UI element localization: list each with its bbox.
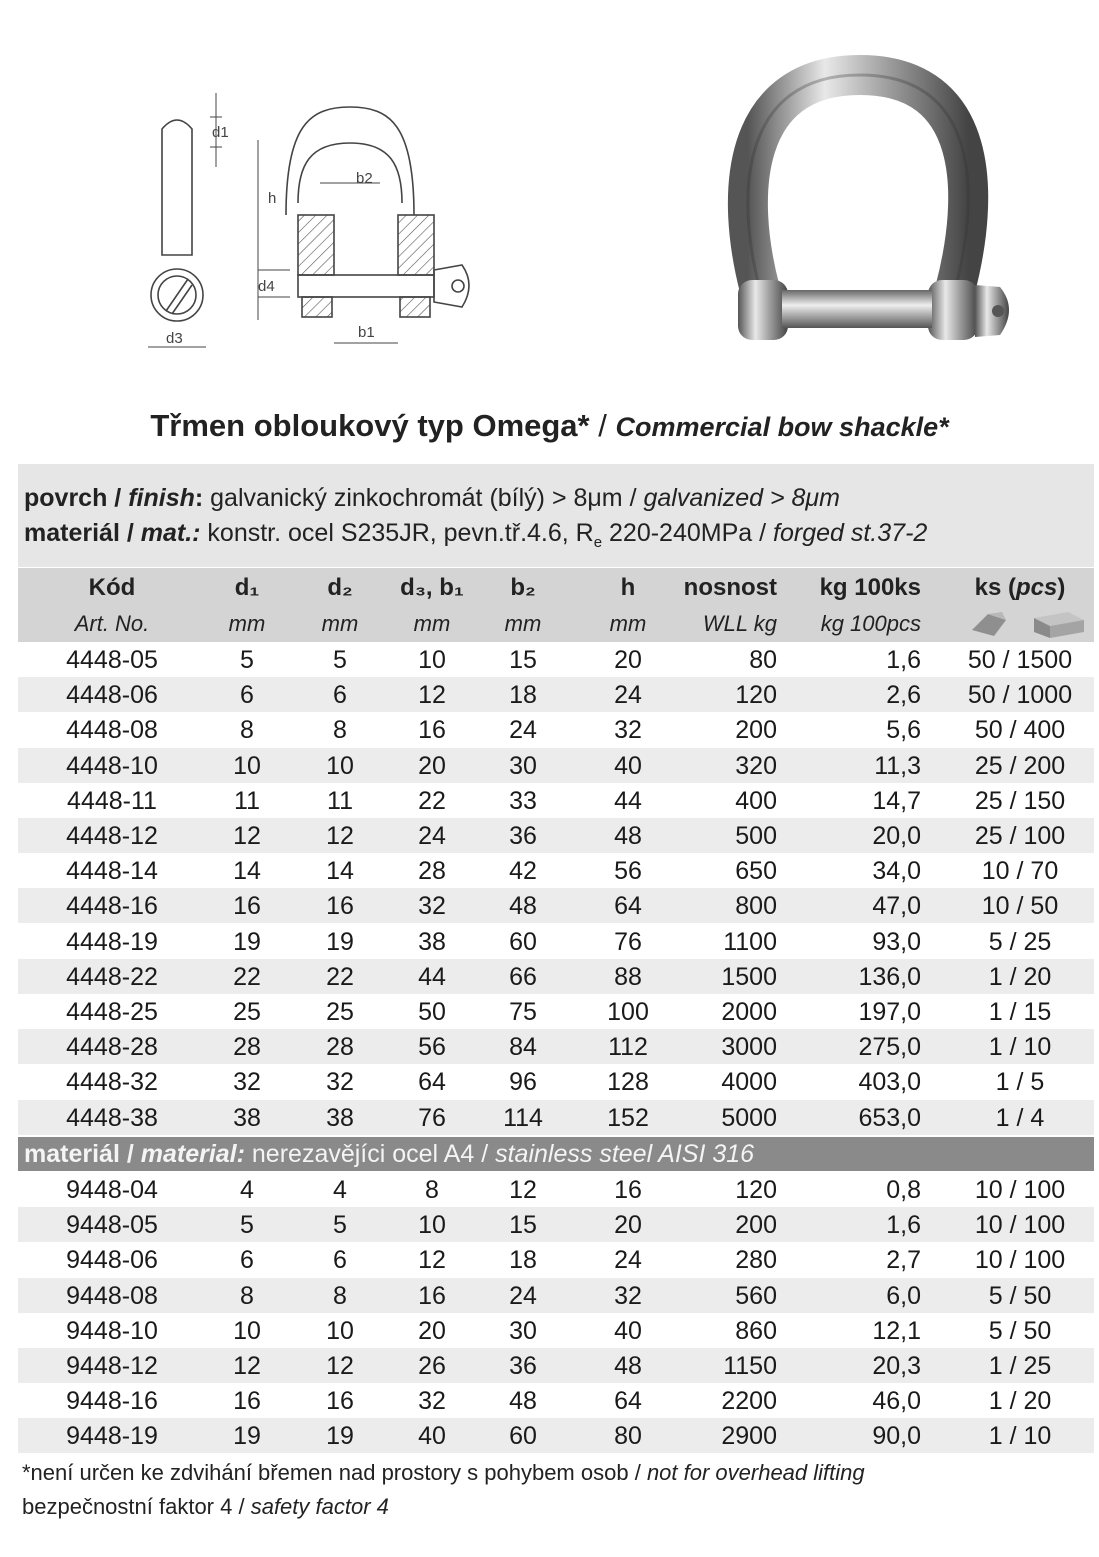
- cell-art-no: 4448-32: [66, 1068, 158, 1097]
- cell-d3-b1: 44: [418, 962, 446, 991]
- header-d3-b1: d₃, b₁: [400, 574, 464, 601]
- cell-d3-b1: 26: [418, 1352, 446, 1380]
- cell-d1: 5: [240, 1211, 254, 1240]
- cell-d3-b1: 50: [418, 998, 446, 1026]
- cell-d1: 4: [240, 1176, 254, 1204]
- footnote-en: not for overhead lifting: [646, 1460, 865, 1485]
- cell-wll: 800: [735, 892, 777, 921]
- cell-wll: 200: [735, 716, 777, 745]
- cell-d3-b1: 40: [418, 1422, 446, 1451]
- cell-h: 40: [614, 1316, 642, 1345]
- cell-pcs: 5 / 50: [988, 1281, 1052, 1310]
- cell-wll: 560: [735, 1281, 777, 1310]
- cell-wll: 5000: [721, 1103, 777, 1132]
- cell-pcs: 10 / 70: [981, 857, 1059, 886]
- cell-d2: 32: [326, 1068, 354, 1097]
- cell-art-no: 4448-06: [66, 681, 158, 710]
- cell-d2: 38: [326, 1103, 354, 1132]
- cell-wll: 860: [735, 1316, 777, 1345]
- cell-h: 32: [614, 716, 642, 745]
- cell-d3-b1: 20: [418, 751, 446, 780]
- cell-d1: 8: [240, 1281, 254, 1310]
- cell-pcs: 10 / 100: [974, 1176, 1066, 1204]
- mat-cz: konstr. ocel S235JR, pevn.tř.4.6, R: [207, 519, 594, 547]
- label-d1: d1: [212, 124, 229, 141]
- cell-d3-b1: 76: [418, 1103, 446, 1132]
- cell-pcs: 50 / 1000: [967, 681, 1073, 710]
- cell-d1: 38: [233, 1103, 261, 1132]
- header-unit-art-no: Art. No.: [74, 611, 150, 636]
- cell-wll: 500: [735, 822, 777, 850]
- cell-wll: 1150: [723, 1352, 777, 1380]
- cell-art-no: 4448-14: [66, 857, 158, 886]
- cell-h: 24: [614, 681, 642, 710]
- cell-weight: 136,0: [858, 962, 921, 991]
- cell-weight: 6,0: [886, 1281, 921, 1310]
- cell-b2: 33: [509, 786, 537, 815]
- cell-art-no: 4448-22: [66, 962, 158, 991]
- cell-b2: 24: [509, 1281, 537, 1310]
- cell-wll: 120: [735, 681, 777, 710]
- cell-weight: 197,0: [858, 998, 921, 1026]
- cell-art-no: 9448-10: [66, 1316, 158, 1345]
- cell-wll: 4000: [721, 1068, 777, 1097]
- cell-d1: 19: [233, 1422, 261, 1451]
- cell-d2: 11: [327, 786, 353, 815]
- cell-weight: 34,0: [872, 857, 921, 886]
- header-h: h: [620, 574, 636, 601]
- cell-d2: 12: [326, 1352, 354, 1380]
- cell-weight: 14,7: [872, 786, 921, 815]
- cell-pcs: 5 / 25: [988, 927, 1052, 956]
- cell-weight: 12,1: [872, 1316, 921, 1345]
- cell-weight: 47,0: [872, 892, 921, 921]
- cell-d3-b1: 32: [418, 1387, 446, 1416]
- cell-weight: 275,0: [858, 1033, 921, 1062]
- cell-d2: 8: [333, 716, 347, 745]
- safety-en: safety factor 4: [250, 1494, 389, 1519]
- cell-d3-b1: 56: [418, 1033, 446, 1062]
- section-label-cz: materiál /: [24, 1140, 134, 1168]
- cell-d2: 8: [333, 1281, 347, 1310]
- cell-pcs: 1 / 10: [988, 1033, 1052, 1062]
- cell-pcs: 10 / 100: [974, 1211, 1066, 1240]
- cell-d3-b1: 10: [418, 646, 446, 674]
- cell-d3-b1: 12: [418, 1246, 446, 1275]
- safety-cz: bezpečnostní faktor 4 /: [22, 1494, 245, 1519]
- cell-d2: 16: [326, 892, 354, 921]
- cell-d1: 22: [233, 962, 261, 991]
- section-text-en: stainless steel AISI 316: [495, 1140, 755, 1168]
- header-b2: b₂: [510, 574, 536, 601]
- cell-wll: 2200: [721, 1387, 777, 1416]
- title-cz: Třmen obloukový typ Omega*: [150, 408, 590, 443]
- cell-pcs: 25 / 150: [974, 786, 1066, 815]
- footnote-line-2: [22, 1494, 389, 1520]
- cell-d1: 28: [233, 1033, 261, 1062]
- cell-d3-b1: 12: [418, 681, 446, 710]
- cell-d1: 16: [233, 1387, 261, 1416]
- cell-b2: 36: [509, 1352, 537, 1380]
- cell-pcs: 50 / 1500: [967, 646, 1073, 674]
- cell-art-no: 4448-38: [66, 1103, 158, 1132]
- cell-h: 152: [607, 1103, 649, 1132]
- cell-h: 20: [614, 1211, 642, 1240]
- cell-art-no: 9448-16: [66, 1387, 158, 1416]
- cell-b2: 66: [509, 962, 537, 991]
- cell-pcs: 1 / 4: [995, 1103, 1045, 1132]
- header-wll: nosnost: [683, 574, 777, 601]
- shackle-photo: [720, 55, 1020, 360]
- finish-label-en: finish: [128, 484, 195, 512]
- cell-b2: 18: [509, 681, 537, 710]
- cell-h: 64: [614, 1387, 642, 1416]
- cell-art-no: 9448-05: [66, 1211, 158, 1240]
- cell-pcs: 5 / 50: [988, 1316, 1052, 1345]
- label-b1: b1: [358, 324, 375, 341]
- cell-art-no: 4448-08: [66, 716, 158, 745]
- finish-en: galvanized > 8μm: [643, 484, 840, 512]
- finish-label-cz: povrch /: [24, 484, 122, 512]
- cell-h: 80: [614, 1422, 642, 1451]
- cell-h: 32: [614, 1281, 642, 1310]
- cell-h: 112: [608, 1033, 648, 1062]
- cell-wll: 2000: [721, 998, 777, 1026]
- cell-d3-b1: 8: [425, 1176, 439, 1204]
- mat-label-en: mat.:: [140, 519, 201, 547]
- mat-subscript: e: [593, 534, 603, 551]
- cell-pcs: 1 / 10: [988, 1422, 1052, 1451]
- cell-h: 40: [614, 751, 642, 780]
- cell-d1: 25: [233, 998, 261, 1026]
- header-weight: kg 100ks: [819, 574, 921, 601]
- cell-weight: 20,3: [872, 1352, 921, 1380]
- cell-weight: 20,0: [872, 822, 921, 850]
- cell-d2: 14: [326, 857, 354, 886]
- cell-pcs: 50 / 400: [974, 716, 1066, 745]
- cell-h: 76: [614, 927, 642, 956]
- header-unit-d3-b1: mm: [413, 611, 451, 636]
- cell-b2: 96: [509, 1068, 537, 1097]
- cell-h: 128: [607, 1068, 649, 1097]
- cell-art-no: 9448-06: [66, 1246, 158, 1275]
- footnote-line-1: [22, 1460, 865, 1486]
- cell-art-no: 4448-10: [66, 751, 158, 780]
- cell-d2: 16: [326, 1387, 354, 1416]
- cell-d2: 19: [326, 1422, 354, 1451]
- cell-pcs: 25 / 200: [974, 751, 1066, 780]
- cell-pcs: 10 / 50: [981, 892, 1059, 921]
- cell-h: 56: [614, 857, 642, 886]
- cell-d1: 10: [233, 751, 261, 780]
- cell-d1: 14: [233, 857, 261, 886]
- cell-weight: 90,0: [872, 1422, 921, 1451]
- header-unit-d1: mm: [228, 611, 266, 636]
- cell-pcs: 1 / 5: [995, 1068, 1045, 1097]
- cell-weight: 2,7: [886, 1246, 921, 1275]
- cell-b2: 15: [509, 1211, 537, 1240]
- cell-b2: 12: [509, 1176, 537, 1204]
- spec-box: [18, 464, 1094, 567]
- header-unit-weight: kg 100pcs: [820, 611, 921, 636]
- cell-weight: 93,0: [872, 927, 921, 956]
- cell-d2: 28: [326, 1033, 354, 1062]
- cell-d2: 5: [333, 646, 347, 674]
- cell-b2: 60: [509, 1422, 537, 1451]
- cell-d1: 10: [233, 1316, 261, 1345]
- cell-b2: 36: [509, 822, 537, 850]
- cell-wll: 320: [735, 751, 777, 780]
- cell-art-no: 9448-04: [66, 1176, 158, 1204]
- cell-h: 16: [614, 1176, 642, 1204]
- cell-h: 88: [614, 962, 642, 991]
- cell-weight: 1,6: [886, 646, 921, 674]
- cell-d2: 4: [333, 1176, 347, 1204]
- cell-wll: 2900: [721, 1422, 777, 1451]
- cell-pcs: 10 / 100: [974, 1246, 1066, 1275]
- cell-d3-b1: 22: [418, 786, 446, 815]
- cell-d1: 5: [240, 646, 254, 674]
- cell-d1: 16: [233, 892, 261, 921]
- cell-d3-b1: 64: [418, 1068, 446, 1097]
- cell-pcs: 1 / 25: [988, 1352, 1052, 1380]
- cell-wll: 400: [735, 786, 777, 815]
- header-unit-h: mm: [609, 611, 647, 636]
- cell-h: 100: [607, 998, 649, 1026]
- cell-wll: 120: [735, 1176, 777, 1204]
- header-unit-b2: mm: [504, 611, 542, 636]
- cell-weight: 403,0: [858, 1068, 921, 1097]
- package-icons: [968, 606, 1088, 645]
- cell-pcs: 1 / 20: [988, 1387, 1052, 1416]
- cell-d2: 25: [326, 998, 354, 1026]
- header-unit-d2: mm: [321, 611, 359, 636]
- cell-art-no: 4448-11: [67, 786, 157, 815]
- cell-d3-b1: 32: [418, 892, 446, 921]
- cell-wll: 1100: [723, 927, 777, 956]
- finish-line: [24, 484, 840, 513]
- cell-b2: 15: [509, 646, 537, 674]
- cell-h: 64: [614, 892, 642, 921]
- cell-b2: 42: [509, 857, 537, 886]
- cell-d2: 5: [333, 1211, 347, 1240]
- cell-b2: 75: [509, 998, 537, 1026]
- cell-pcs: 1 / 15: [988, 998, 1052, 1026]
- cell-d3-b1: 28: [418, 857, 446, 886]
- cell-d2: 6: [333, 1246, 347, 1275]
- cell-h: 48: [614, 822, 642, 850]
- cell-b2: 114: [503, 1103, 543, 1132]
- cell-b2: 30: [509, 751, 537, 780]
- title-en: Commercial bow shackle*: [615, 412, 949, 442]
- cell-d1: 8: [240, 716, 254, 745]
- cell-art-no: 4448-12: [66, 822, 158, 850]
- cell-d1: 32: [233, 1068, 261, 1097]
- footnote-cz: *není určen ke zdvihání břemen nad prostory s pohybem osob /: [22, 1460, 641, 1485]
- cell-d3-b1: 24: [418, 822, 446, 850]
- material-line: [24, 519, 927, 551]
- cell-weight: 653,0: [858, 1103, 921, 1132]
- cell-b2: 84: [509, 1033, 537, 1062]
- cell-b2: 24: [509, 716, 537, 745]
- header-art-no: Kód: [88, 574, 136, 601]
- cell-pcs: 25 / 100: [974, 822, 1066, 850]
- header-pcs: ks (pcs): [974, 574, 1066, 601]
- cell-art-no: 4448-28: [66, 1033, 158, 1062]
- header-d1: d₁: [234, 574, 260, 601]
- cell-d2: 22: [326, 962, 354, 991]
- mat-en: forged st.37-2: [773, 519, 928, 547]
- label-h: h: [268, 190, 277, 207]
- cell-wll: 200: [735, 1211, 777, 1240]
- cell-art-no: 4448-19: [66, 927, 158, 956]
- section-text-cz: nerezavějíci ocel A4 /: [251, 1140, 489, 1168]
- label-b2: b2: [356, 170, 373, 187]
- cell-h: 48: [614, 1352, 642, 1380]
- label-d4: d4: [258, 278, 275, 295]
- cell-b2: 30: [509, 1316, 537, 1345]
- section-label-en: material:: [140, 1140, 245, 1168]
- cell-d3-b1: 16: [418, 716, 446, 745]
- header-d2: d₂: [327, 574, 353, 601]
- mat-cz2: 220-240MPa /: [602, 519, 767, 547]
- cell-d2: 12: [326, 822, 354, 850]
- cell-wll: 80: [749, 646, 777, 674]
- cell-wll: 280: [735, 1246, 777, 1275]
- cell-art-no: 4448-16: [66, 892, 158, 921]
- cell-b2: 48: [509, 1387, 537, 1416]
- cell-d3-b1: 10: [418, 1211, 446, 1240]
- page-title: [0, 408, 1099, 444]
- cell-weight: 0,8: [886, 1176, 921, 1204]
- cell-pcs: 1 / 20: [988, 962, 1052, 991]
- cell-d2: 6: [333, 681, 347, 710]
- cell-d1: 6: [240, 681, 254, 710]
- cell-weight: 2,6: [886, 681, 921, 710]
- cell-d3-b1: 16: [418, 1281, 446, 1310]
- cell-b2: 18: [509, 1246, 537, 1275]
- cell-art-no: 9448-19: [66, 1422, 158, 1451]
- cell-h: 44: [614, 786, 642, 815]
- cell-wll: 650: [735, 857, 777, 886]
- cell-weight: 5,6: [886, 716, 921, 745]
- cell-weight: 46,0: [872, 1387, 921, 1416]
- cell-d1: 11: [234, 786, 260, 815]
- cell-art-no: 4448-25: [66, 998, 158, 1026]
- cell-weight: 11,3: [874, 751, 921, 780]
- cell-d2: 19: [326, 927, 354, 956]
- cell-art-no: 9448-12: [66, 1352, 158, 1380]
- section-text: [24, 1140, 754, 1169]
- cell-h: 20: [614, 646, 642, 674]
- cell-d3-b1: 20: [418, 1316, 446, 1345]
- shackle-technical-drawing: [140, 85, 490, 355]
- cell-wll: 3000: [721, 1033, 777, 1062]
- title-separator: /: [598, 408, 607, 443]
- label-d3: d3: [166, 330, 183, 347]
- mat-label-cz: materiál /: [24, 519, 134, 547]
- cell-art-no: 9448-08: [66, 1281, 158, 1310]
- header-unit-wll: WLL kg: [702, 611, 777, 636]
- cell-d1: 19: [233, 927, 261, 956]
- finish-colon: :: [194, 484, 204, 512]
- cell-d2: 10: [326, 751, 354, 780]
- cell-d1: 6: [240, 1246, 254, 1275]
- cell-wll: 1500: [721, 962, 777, 991]
- cell-weight: 1,6: [886, 1211, 921, 1240]
- cell-art-no: 4448-05: [66, 646, 158, 674]
- finish-cz: galvanický zinkochromát (bílý) > 8μm /: [210, 484, 637, 512]
- cell-d2: 10: [326, 1316, 354, 1345]
- cell-h: 24: [614, 1246, 642, 1275]
- cell-d1: 12: [233, 822, 261, 850]
- cell-d3-b1: 38: [418, 927, 446, 956]
- cell-d1: 12: [233, 1352, 261, 1380]
- cell-b2: 60: [509, 927, 537, 956]
- cell-b2: 48: [509, 892, 537, 921]
